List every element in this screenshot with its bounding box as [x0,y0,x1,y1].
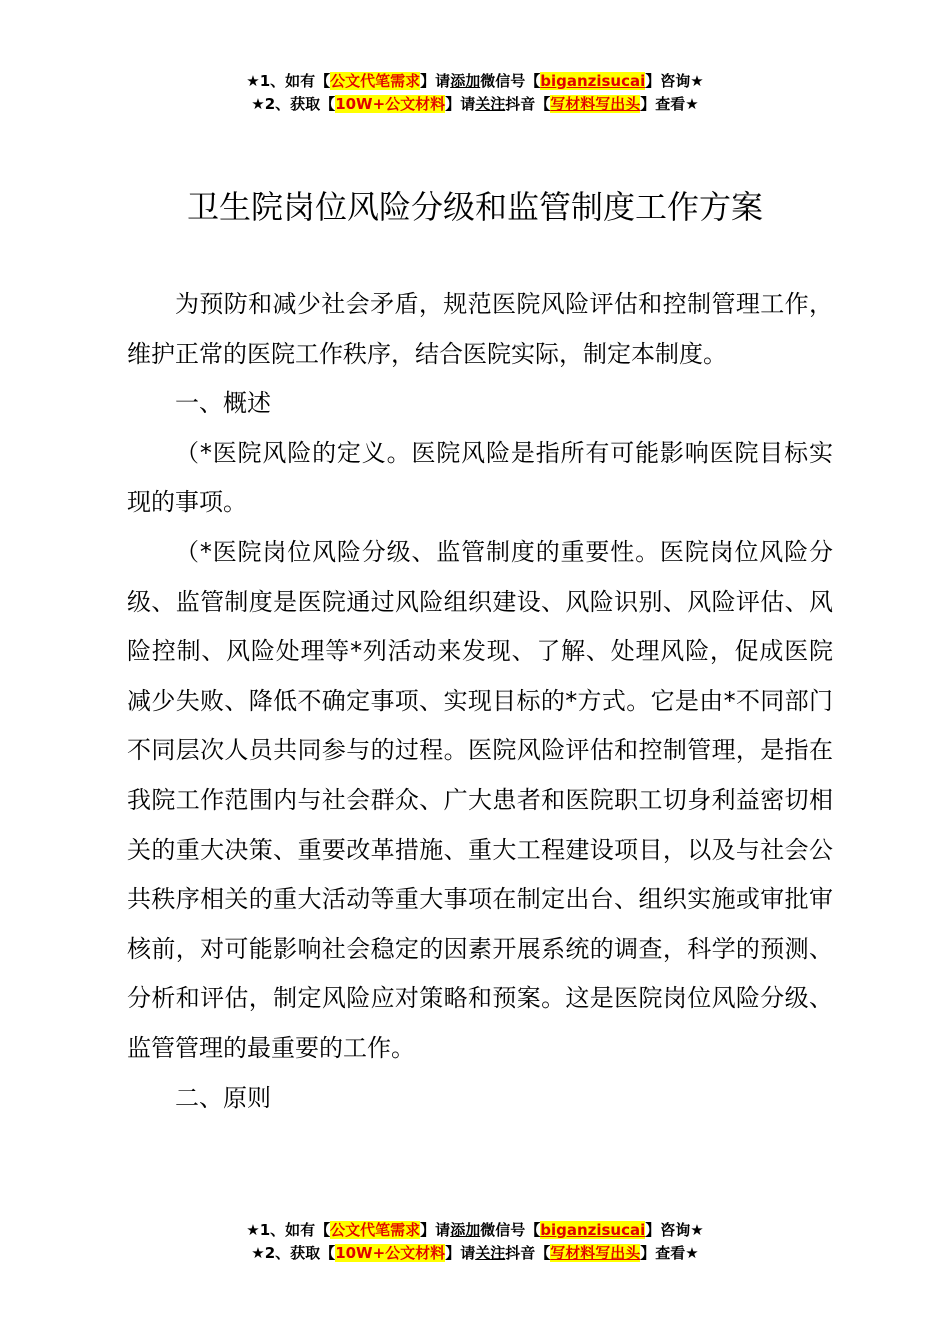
banner-text: 】咨询★ [645,72,704,90]
banner-text: 】请 [445,95,476,113]
banner-text: 抖音【 [505,1244,551,1262]
banner-line-2 [0,93,950,116]
banner-text: 】请 [420,72,451,90]
banner-text: 】查看★ [640,95,699,113]
banner-text: 】查看★ [640,1244,699,1262]
banner-highlight: 10W+公文材料 [335,1244,446,1262]
banner-text: 】请 [420,1221,451,1239]
section-heading-overview: 一、概述 [175,389,271,418]
footer-banner [0,1219,950,1265]
section-heading-principles: 二、原则 [175,1083,271,1112]
intro-paragraph: 为预防和减少社会矛盾，规范医院风险评估和控制管理工作，维护正常的医院工作秩序，结合医院实际，制定本制度。 [127,290,833,368]
banner-underlined: 关注 [475,1244,506,1262]
banner-text: 】咨询★ [645,1221,704,1239]
banner-underlined: 添加 [450,1221,481,1239]
banner-underlined: 添加 [450,72,481,90]
banner-text: ★2、获取【 [251,95,336,113]
banner-text: 抖音【 [505,95,551,113]
banner-highlight: 公文代笔需求 [330,72,421,90]
header-banner [0,70,950,116]
banner-line-1 [0,1219,950,1242]
document-body [127,280,833,1123]
banner-text: ★1、如有【 [246,72,331,90]
banner-douyin-id: 写材料写出头 [550,1244,641,1262]
banner-wechat-id: biganzisucai [540,72,646,90]
banner-text: ★2、获取【 [251,1244,336,1262]
document-title: 卫生院岗位风险分级和监管制度工作方案 [186,188,763,226]
banner-text: ★1、如有【 [246,1221,331,1239]
paragraph-importance: （*医院岗位风险分级、监管制度的重要性。医院岗位风险分级、监管制度是医院通过风险组织建设、风险识别、风险评估、风险控制、风险处理等*列活动来发现、了解、处理风险，促成医院减少失败、降低不确定事项、实现目标的*方式。它是由*不同部门不同层次人员共同参与的过程。医院风险评估和控制管理，是指在我院工作范围内与社会群众、广大患者和医院职工切身利益密切相关的重大决策、重要改革措施、重大工程建设项目，以及与社会公共秩序相关的重大活动等重大事项在制定出台、组织实施或审批审核前，对可能影响社会稳定的因素开展系统的调查，科学的预测、分析和评估，制定风险应对策略和预案。这是医院岗位风险分级、监管管理的最重要的工作。 [127,537,833,1062]
banner-highlight: 公文代笔需求 [330,1221,421,1239]
banner-douyin-id: 写材料写出头 [550,95,641,113]
banner-text: 微信号【 [480,1221,541,1239]
banner-highlight: 10W+公文材料 [335,95,446,113]
banner-line-2 [0,1242,950,1265]
banner-underlined: 关注 [475,95,506,113]
banner-wechat-id: biganzisucai [540,1221,646,1239]
banner-text: 】请 [445,1244,476,1262]
banner-line-1 [0,70,950,93]
paragraph-risk-definition: （*医院风险的定义。医院风险是指所有可能影响医院目标实现的事项。 [127,438,833,517]
banner-text: 微信号【 [480,72,541,90]
